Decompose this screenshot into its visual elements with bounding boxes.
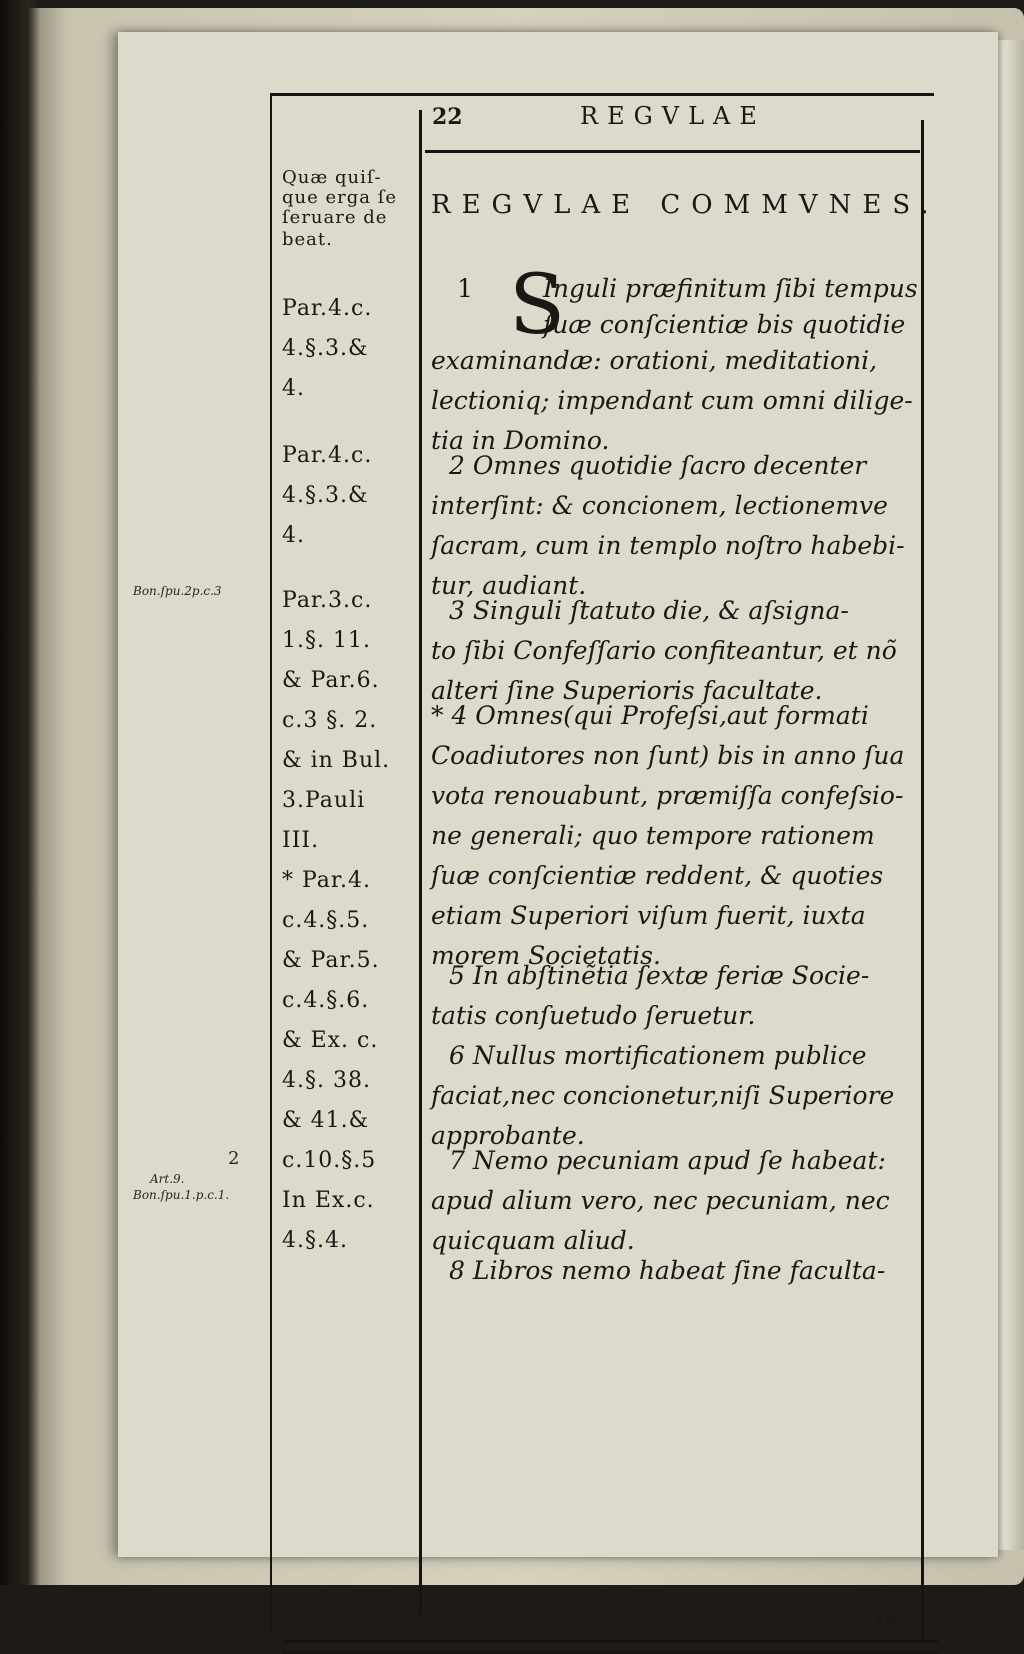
margin-reference-line: In Ex.c. (282, 1188, 375, 1213)
margin-reference-line: c.4.§.5. (282, 908, 370, 933)
rule-2-line: interſint: & concionem, lectionemve (431, 491, 888, 520)
rule-4-line: ſuæ conſcientiæ reddent, & quoties (431, 861, 884, 890)
margin-reference-line: * Par.4. (282, 868, 372, 893)
rule-3-line: to ſibi Confeſſario confiteantur, et nõ (431, 636, 897, 665)
rule-6-line: faciat,nec concionetur,niſi Superiore (431, 1081, 895, 1110)
margin-reference-line: Par.3.c. (282, 588, 373, 613)
margin-reference-line: c.3 §. 2. (282, 708, 378, 733)
rule-5-line: 5 In abſtinẽtia ſextæ feriæ Socie- (449, 961, 870, 990)
rule-7-line: quicquam aliud. (431, 1226, 635, 1255)
rule-1-line: 1 (457, 274, 473, 303)
margin-reference-line: & Par.5. (282, 948, 380, 973)
catchword: te (876, 1612, 896, 1633)
rule-7-line: apud alium vero, nec pecuniam, nec (431, 1186, 890, 1215)
running-head: REGVLAE (580, 102, 766, 130)
page-number: 22 (432, 104, 463, 130)
rule-4-line: etiam Superiori viſum fuerit, iuxta (431, 901, 866, 930)
section-title: REGVLAE COMMVNES. (431, 190, 940, 220)
margin-reference-line: & Par.6. (282, 668, 380, 693)
frame-bottom-rule (282, 1640, 938, 1643)
rule-4-line: morem Societatis. (431, 941, 661, 970)
rule-4-line: * 4 Omnes(qui Profeſsi,aut formati (431, 701, 869, 730)
margin-reference-line: 4.§.3.& (282, 336, 369, 361)
rule-6-line: approbante. (431, 1121, 585, 1150)
margin-reference-line: 1.§. 11. (282, 628, 371, 653)
spine-shadow (0, 0, 40, 1585)
rule-1-line: Inguli præfinitum ſibi tempus (543, 274, 918, 303)
handwritten-note-2-number: 2 (228, 1148, 240, 1169)
rule-2-line: ſacram, cum in templo noſtro habebi- (431, 531, 905, 560)
rule-3-line: 3 Singuli ſtatuto die, & aſsigna- (449, 596, 849, 625)
handwritten-note-2-a: Art.9. (150, 1172, 185, 1186)
frame-top-rule (272, 93, 934, 96)
rule-1-line: ſuæ conſcientiæ bis quotidie (543, 310, 906, 339)
rule-2-line: 2 Omnes quotidie ſacro decenter (449, 451, 867, 480)
margin-reference-line: 4.§. 38. (282, 1068, 371, 1093)
rule-4-line: vota renouabunt, præmiſſa confeſsio- (431, 781, 904, 810)
rule-4-line: Coadiutores non ſunt) bis in anno ſua (431, 741, 905, 770)
margin-reference-line: c.10.§.5 (282, 1148, 377, 1173)
margin-reference-line: ſeruare de (282, 207, 388, 228)
margin-reference-line: & 41.& (282, 1108, 370, 1133)
margin-reference-line: que erga ſe (282, 187, 398, 208)
margin-reference-line: & Ex. c. (282, 1028, 379, 1053)
rule-1-line: tia in Domino. (431, 426, 610, 455)
frame-right-rule (921, 120, 924, 1640)
margin-reference-line: Par.4.c. (282, 443, 373, 468)
rule-3-line: alteri ſine Superioris facultate. (431, 676, 823, 705)
margin-reference-line: c.4.§.6. (282, 988, 370, 1013)
margin-reference-line: III. (282, 828, 320, 853)
header-underline (425, 150, 920, 153)
margin-reference-line: Par.4.c. (282, 296, 373, 321)
rule-2-line: tur, audiant. (431, 571, 587, 600)
margin-reference-line: 4.§.4. (282, 1228, 348, 1253)
handwritten-note-2-b: Bon.ſpu.1.p.c.1. (133, 1188, 230, 1202)
margin-reference-line: 4. (282, 523, 305, 548)
rule-5-line: tatis conſuetudo ſeruetur. (431, 1001, 756, 1030)
rule-6-line: 6 Nullus mortificationem publice (449, 1041, 867, 1070)
margin-reference-line: & in Bul. (282, 748, 391, 773)
drop-capital: S (509, 258, 566, 353)
column-divider (419, 110, 422, 1615)
margin-reference-line: 4.§.3.& (282, 483, 369, 508)
rule-4-line: ne generali; quo tempore rationem (431, 821, 875, 850)
margin-reference-line: 4. (282, 376, 305, 401)
handwritten-note-1: Bon.ſpu.2p.c.3 (133, 584, 222, 598)
rule-1-line: examinandæ: orationi, meditationi, (431, 346, 878, 375)
rule-7-line: 7 Nemo pecuniam apud ſe habeat: (449, 1146, 886, 1175)
margin-reference-line: 3.Pauli (282, 788, 366, 813)
rule-1-line: lectioniq; impendant cum omni dilige- (431, 386, 913, 415)
margin-reference-line: beat. (282, 229, 333, 250)
margin-reference-line: Quæ quiſ- (282, 167, 382, 188)
rule-8-line: 8 Libros nemo habeat ſine faculta- (449, 1256, 886, 1285)
frame-left-rule (270, 93, 272, 1633)
